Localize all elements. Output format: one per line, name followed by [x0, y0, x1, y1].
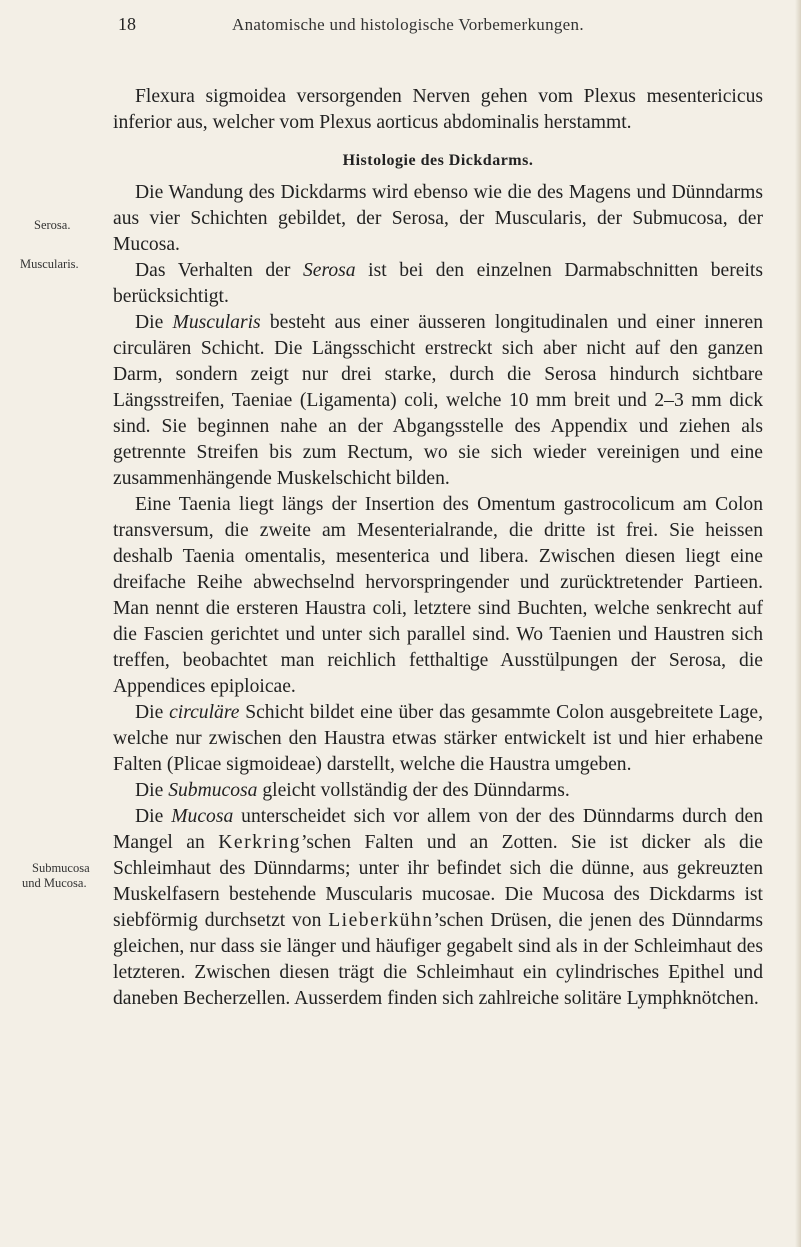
page-number: 18	[118, 14, 136, 34]
paragraph-taenia: Eine Taenia liegt längs der Insertion des Omentum gastrocolicum am Colon transversum, die zweite am Mesenterialrande, die dritte ist frei. Sie heissen deshalb Taenia omentalis, mesenterica und libera. Zwischen diesen liegt eine dreifache Reihe abwechselnd hervorspringender und zurücktretender Partieen. Man nennt die ersteren Haustra coli, letztere sind Buchten, welche senkrecht auf die Fascien gerichtet und unter sich parallel sind. Wo Taenien und Haustren sich treffen, beobachtet man reichlich fetthaltige Ausstülpungen der Serosa, die Appendices epiploicae.	[113, 494, 763, 697]
term-muscularis: Muscularis	[172, 312, 261, 333]
running-head-title: Anatomische und histologische Vorbemerkungen.	[232, 15, 584, 34]
text-run: Das Verhalten der	[135, 260, 303, 281]
text-run: Die	[135, 806, 172, 827]
text-run: Schicht bildet eine über das gesammte Colon ausgebreitete Lage, welche nur zwischen den Haustra etwas stärker entwickelt ist und hier erhabene Falten (Plicae sigmoideae) darstellt, welche die Haustra umgeben.	[113, 702, 763, 775]
text-run: gleicht vollständig der des Dünndarms.	[257, 780, 570, 801]
text-run: ’schen Drüsen, die jenen des Dünndarms gleichen, nur dass sie länger und häufiger gegabelt sind als in der Schleimhaut des letzteren. Zwischen diesen trägt die Schleimhaut ein cylindrisches Epithel und daneben Becherzellen. Ausserdem finden sich zahlreiche solitäre Lymphknötchen.	[113, 910, 763, 1009]
text-run: Die	[135, 312, 173, 333]
margin-note-muscularis: Muscularis.	[20, 257, 79, 271]
text-run: ’schen Falten und an Zotten. Sie ist dicker als die Schleimhaut des Dünndarms; unter ihr befindet sich die dünne, aus gekreuzten Muskelfasern bestehende Muscularis mucosae. Die Mucosa des Dickdarms ist siebförmig durchsetzt von	[113, 832, 763, 931]
paragraph-mucosa	[113, 804, 763, 1012]
term-circulaere: circuläre	[169, 702, 240, 723]
name-kerkring: Kerkring	[218, 832, 301, 853]
running-head	[0, 14, 801, 40]
name-lieberkuehn: Lieberkühn	[328, 910, 434, 931]
term-submucosa: Submucosa	[168, 780, 258, 801]
margin-note-submucosa-line1: Submucosa	[32, 861, 90, 875]
text-run: Die	[135, 702, 170, 723]
text-run: besteht aus einer äusseren longitudinalen und einer inneren circulären Schicht. Die Längsschicht erstreckt sich aber nicht auf den ganzen Darm, sondern zeigt nur drei starke, durch die Serosa hindurch sichtbare Längsstreifen, Taeniae (Ligamenta) coli, welche 10 mm breit und 2–3 mm dick sind. Sie beginnen nahe an der Abgangsstelle des Appendix und ziehen als getrennte Streifen bis zum Rectum, wo sie sich wieder vereinigen und eine zusammenhängende Muskelschicht bilden.	[113, 312, 763, 489]
paragraph-serosa	[113, 258, 763, 310]
body-text	[113, 84, 763, 1012]
intro-paragraph: Flexura sigmoidea versorgenden Nerven gehen vom Plexus mesentericicus inferior aus, welcher vom Plexus aorticus abdominalis herstammt.	[113, 86, 763, 133]
margin-note-serosa: Serosa.	[34, 218, 71, 232]
text-run: ist bei den einzelnen Darmabschnitten bereits berücksichtigt.	[113, 260, 763, 307]
section-heading: Histologie des Dickdarms.	[342, 152, 534, 169]
margin-note-submucosa-line2: und Mucosa.	[22, 876, 87, 890]
paragraph-submucosa	[113, 778, 763, 804]
page-edge	[795, 0, 801, 1247]
paragraph-circular-layer	[113, 700, 763, 778]
term-mucosa: Mucosa	[171, 806, 234, 827]
paragraph-wall-layers: Die Wandung des Dickdarms wird ebenso wie die des Magens und Dünndarms aus vier Schichten gebildet, der Serosa, der Muscularis, der Submucosa, der Mucosa.	[113, 182, 763, 255]
term-serosa: Serosa	[302, 260, 356, 281]
text-run: unterscheidet sich vor allem von der des Dünndarms durch den Mangel an	[113, 806, 763, 853]
text-run: Die	[135, 780, 169, 801]
paragraph-muscularis	[113, 310, 763, 492]
